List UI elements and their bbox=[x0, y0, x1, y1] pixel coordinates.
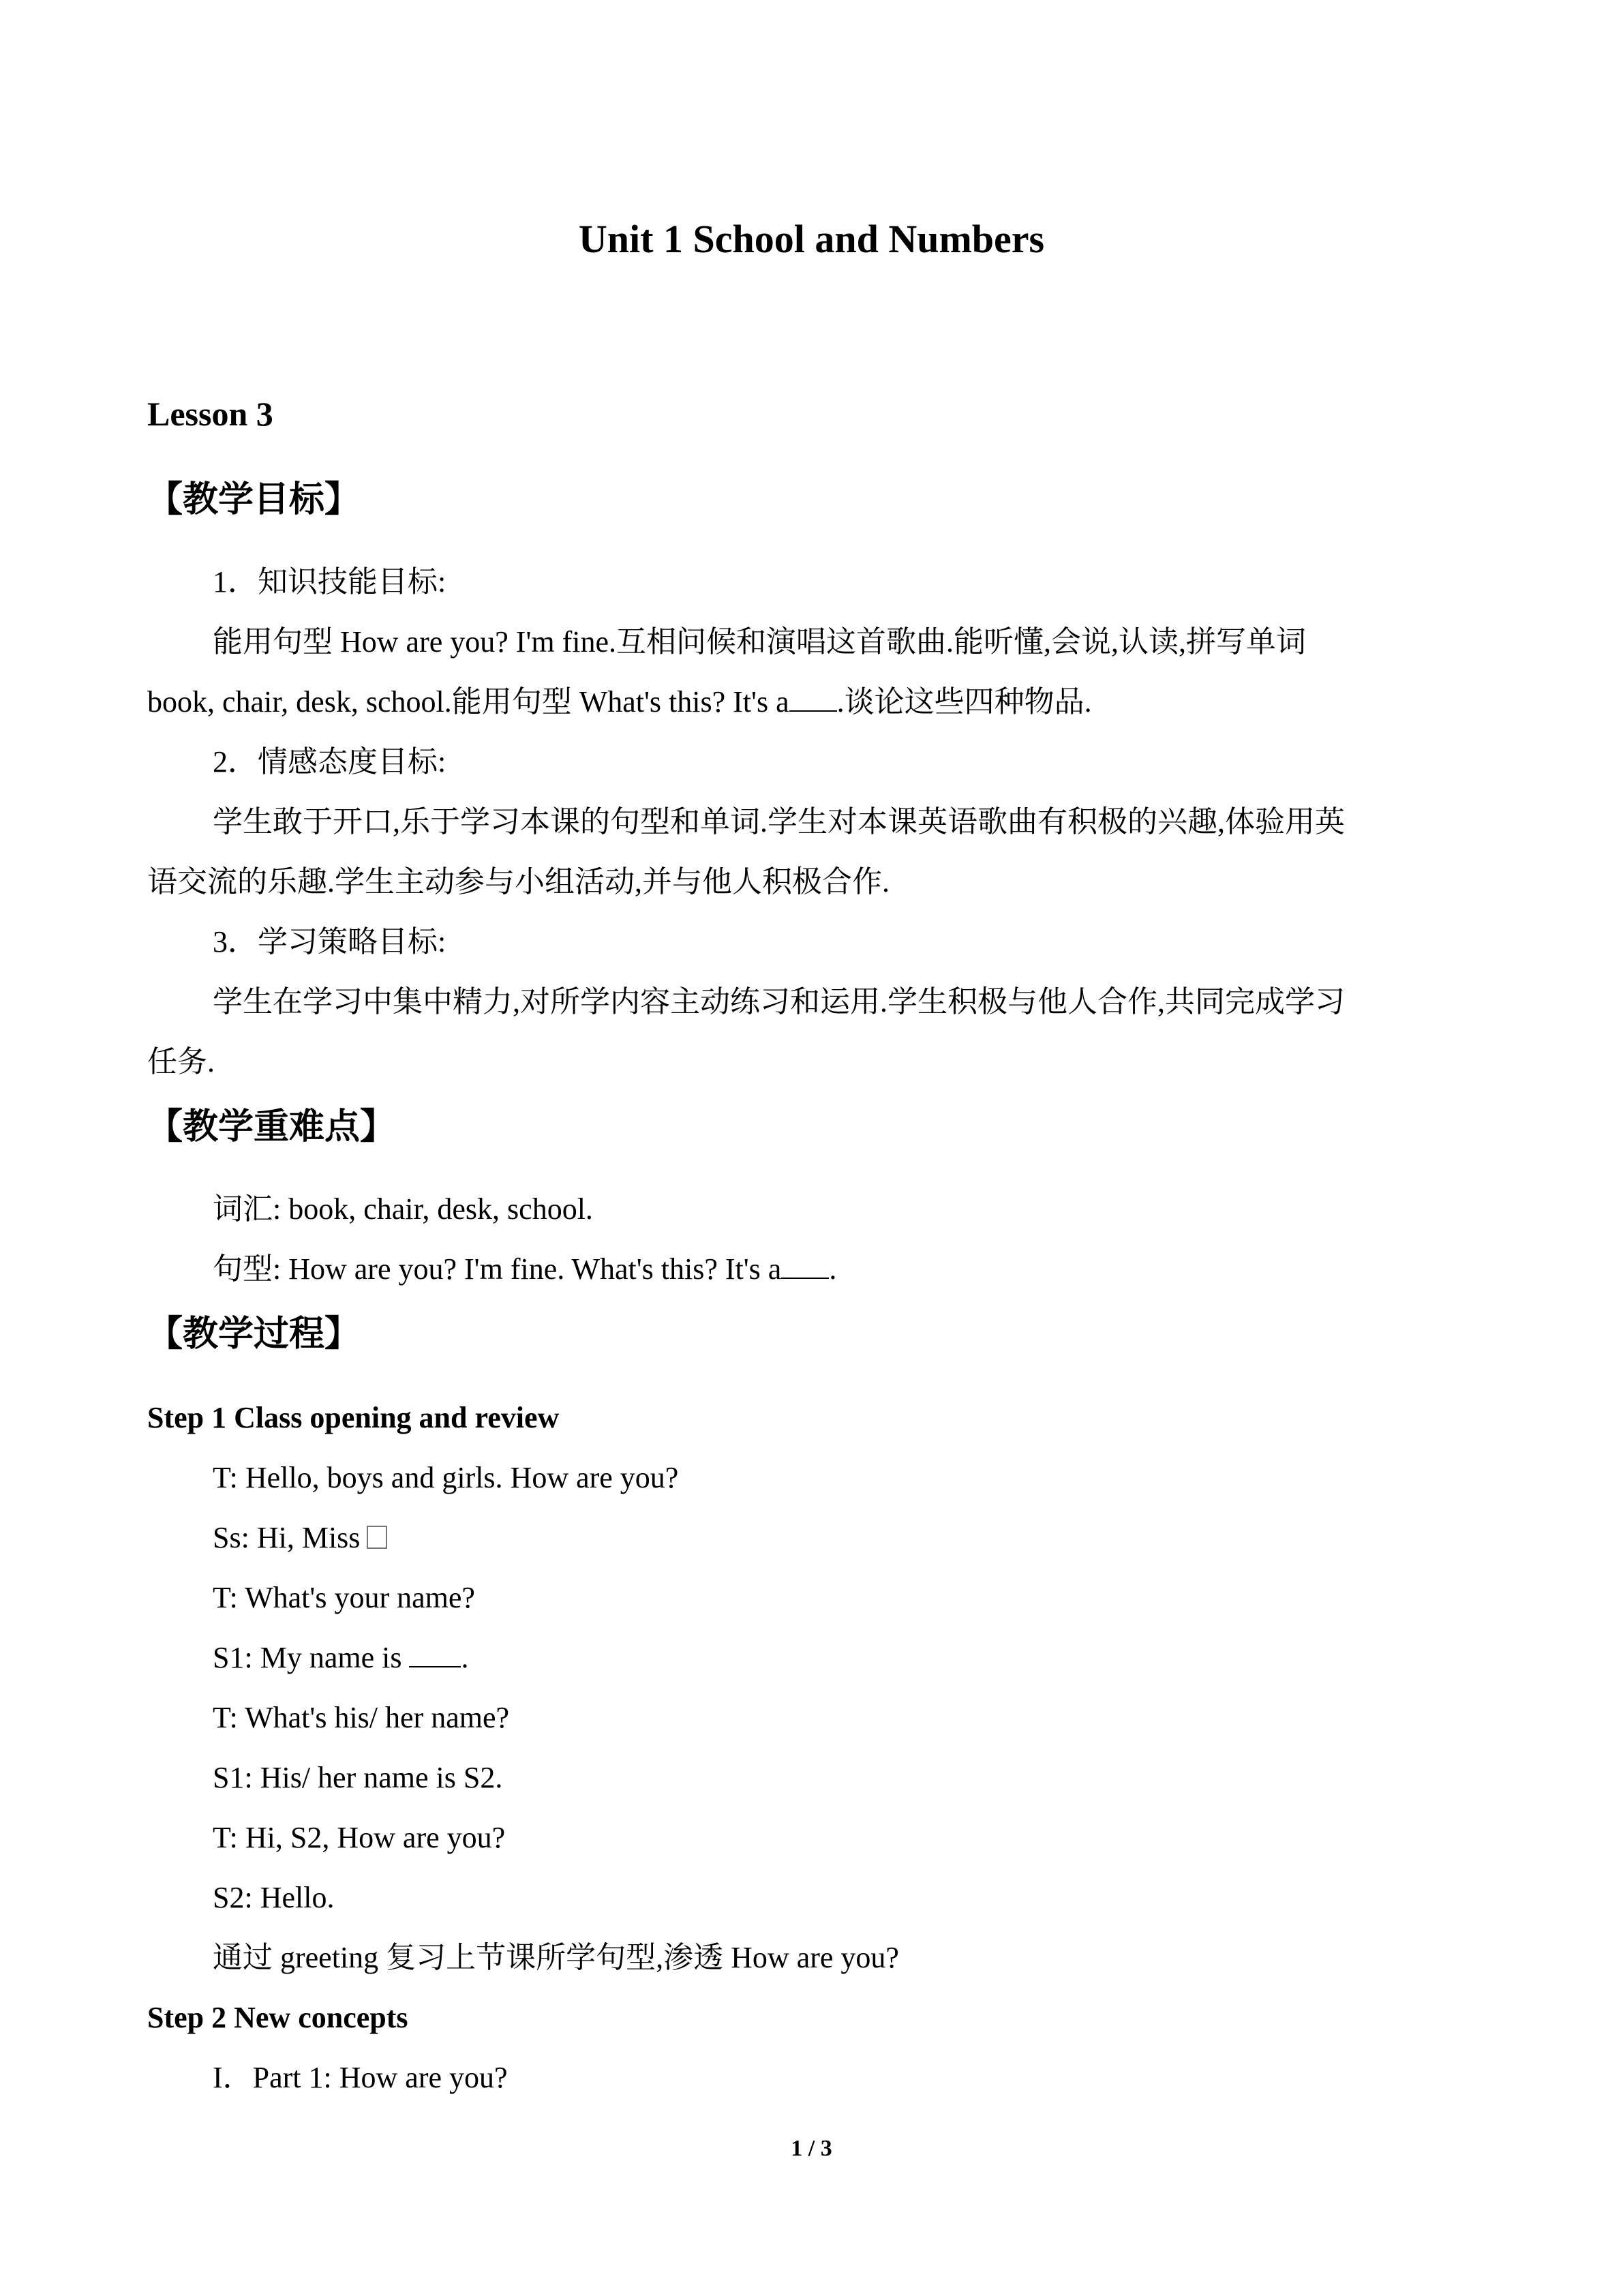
dialogue-line: S2: Hello. bbox=[213, 1881, 335, 1914]
step-2-heading: Step 2 New concepts bbox=[147, 2001, 408, 2034]
objectives-heading: 【教学目标】 bbox=[147, 479, 361, 520]
placeholder-box-icon bbox=[367, 1526, 387, 1549]
dialogue-line bbox=[213, 1519, 387, 1557]
dialogue-line: T: Hi, S2, How are you? bbox=[213, 1821, 506, 1854]
keypoints-sentence-text: 句型: How are you? I'm fine. What's this? It's a bbox=[213, 1252, 782, 1286]
objective-1-line-2-tail: .谈论这些四种物品. bbox=[836, 685, 1092, 719]
document-title: Unit 1 School and Numbers bbox=[578, 217, 1045, 261]
keypoints-heading: 【教学重难点】 bbox=[147, 1106, 396, 1147]
objective-1-line-2 bbox=[147, 683, 1092, 721]
step-1-heading: Step 1 Class opening and review bbox=[147, 1401, 560, 1434]
fill-blank bbox=[409, 1640, 461, 1667]
fill-blank bbox=[789, 684, 837, 712]
dialogue-line: T: What's your name? bbox=[213, 1581, 475, 1614]
keypoints-vocab: 词汇: book, chair, desk, school. bbox=[213, 1192, 593, 1226]
keypoints-sentence bbox=[213, 1250, 836, 1288]
dialogue-line: T: What's his/ her name? bbox=[213, 1701, 510, 1734]
dialogue-line: T: Hello, boys and girls. How are you? bbox=[213, 1461, 679, 1494]
part-1-heading: I．Part 1: How are you? bbox=[213, 2061, 508, 2094]
objective-2-label: 2．情感态度目标: bbox=[213, 745, 446, 779]
objective-3-line-1: 学生在学习中集中精力,对所学内容主动练习和运用.学生积极与他人合作,共同完成学习 bbox=[213, 985, 1345, 1018]
objective-1-line-2-text: book, chair, desk, school.能用句型 What's this? It's a bbox=[147, 685, 789, 719]
dialogue-line bbox=[213, 1639, 468, 1677]
objective-1-line-1: 能用句型 How are you? I'm fine.互相问候和演唱这首歌曲.能听懂,会说,认读,拼写单词 bbox=[213, 625, 1306, 659]
objective-2-line-2: 语交流的乐趣.学生主动参与小组活动,并与他人积极合作. bbox=[147, 865, 890, 898]
lesson-heading: Lesson 3 bbox=[147, 395, 273, 433]
page-number: 1 / 3 bbox=[791, 2136, 832, 2161]
dialogue-line-text: S1: My name is bbox=[213, 1641, 402, 1674]
objective-3-line-2: 任务. bbox=[147, 1045, 215, 1078]
objective-2-line-1: 学生敢于开口,乐于学习本课的句型和单词.学生对本课英语歌曲有积极的兴趣,体验用英 bbox=[213, 805, 1345, 839]
dialogue-line-tail: . bbox=[461, 1641, 469, 1674]
process-note: 通过 greeting 复习上节课所学句型,渗透 How are you? bbox=[213, 1941, 899, 1974]
objective-3-label: 3．学习策略目标: bbox=[213, 925, 446, 958]
keypoints-sentence-tail: . bbox=[829, 1252, 837, 1286]
dialogue-line-text: Ss: Hi, Miss bbox=[213, 1521, 361, 1554]
fill-blank bbox=[781, 1252, 829, 1279]
objective-1-label: 1．知识技能目标: bbox=[213, 565, 446, 599]
process-heading: 【教学过程】 bbox=[147, 1314, 361, 1355]
dialogue-line: S1: His/ her name is S2. bbox=[213, 1761, 503, 1794]
